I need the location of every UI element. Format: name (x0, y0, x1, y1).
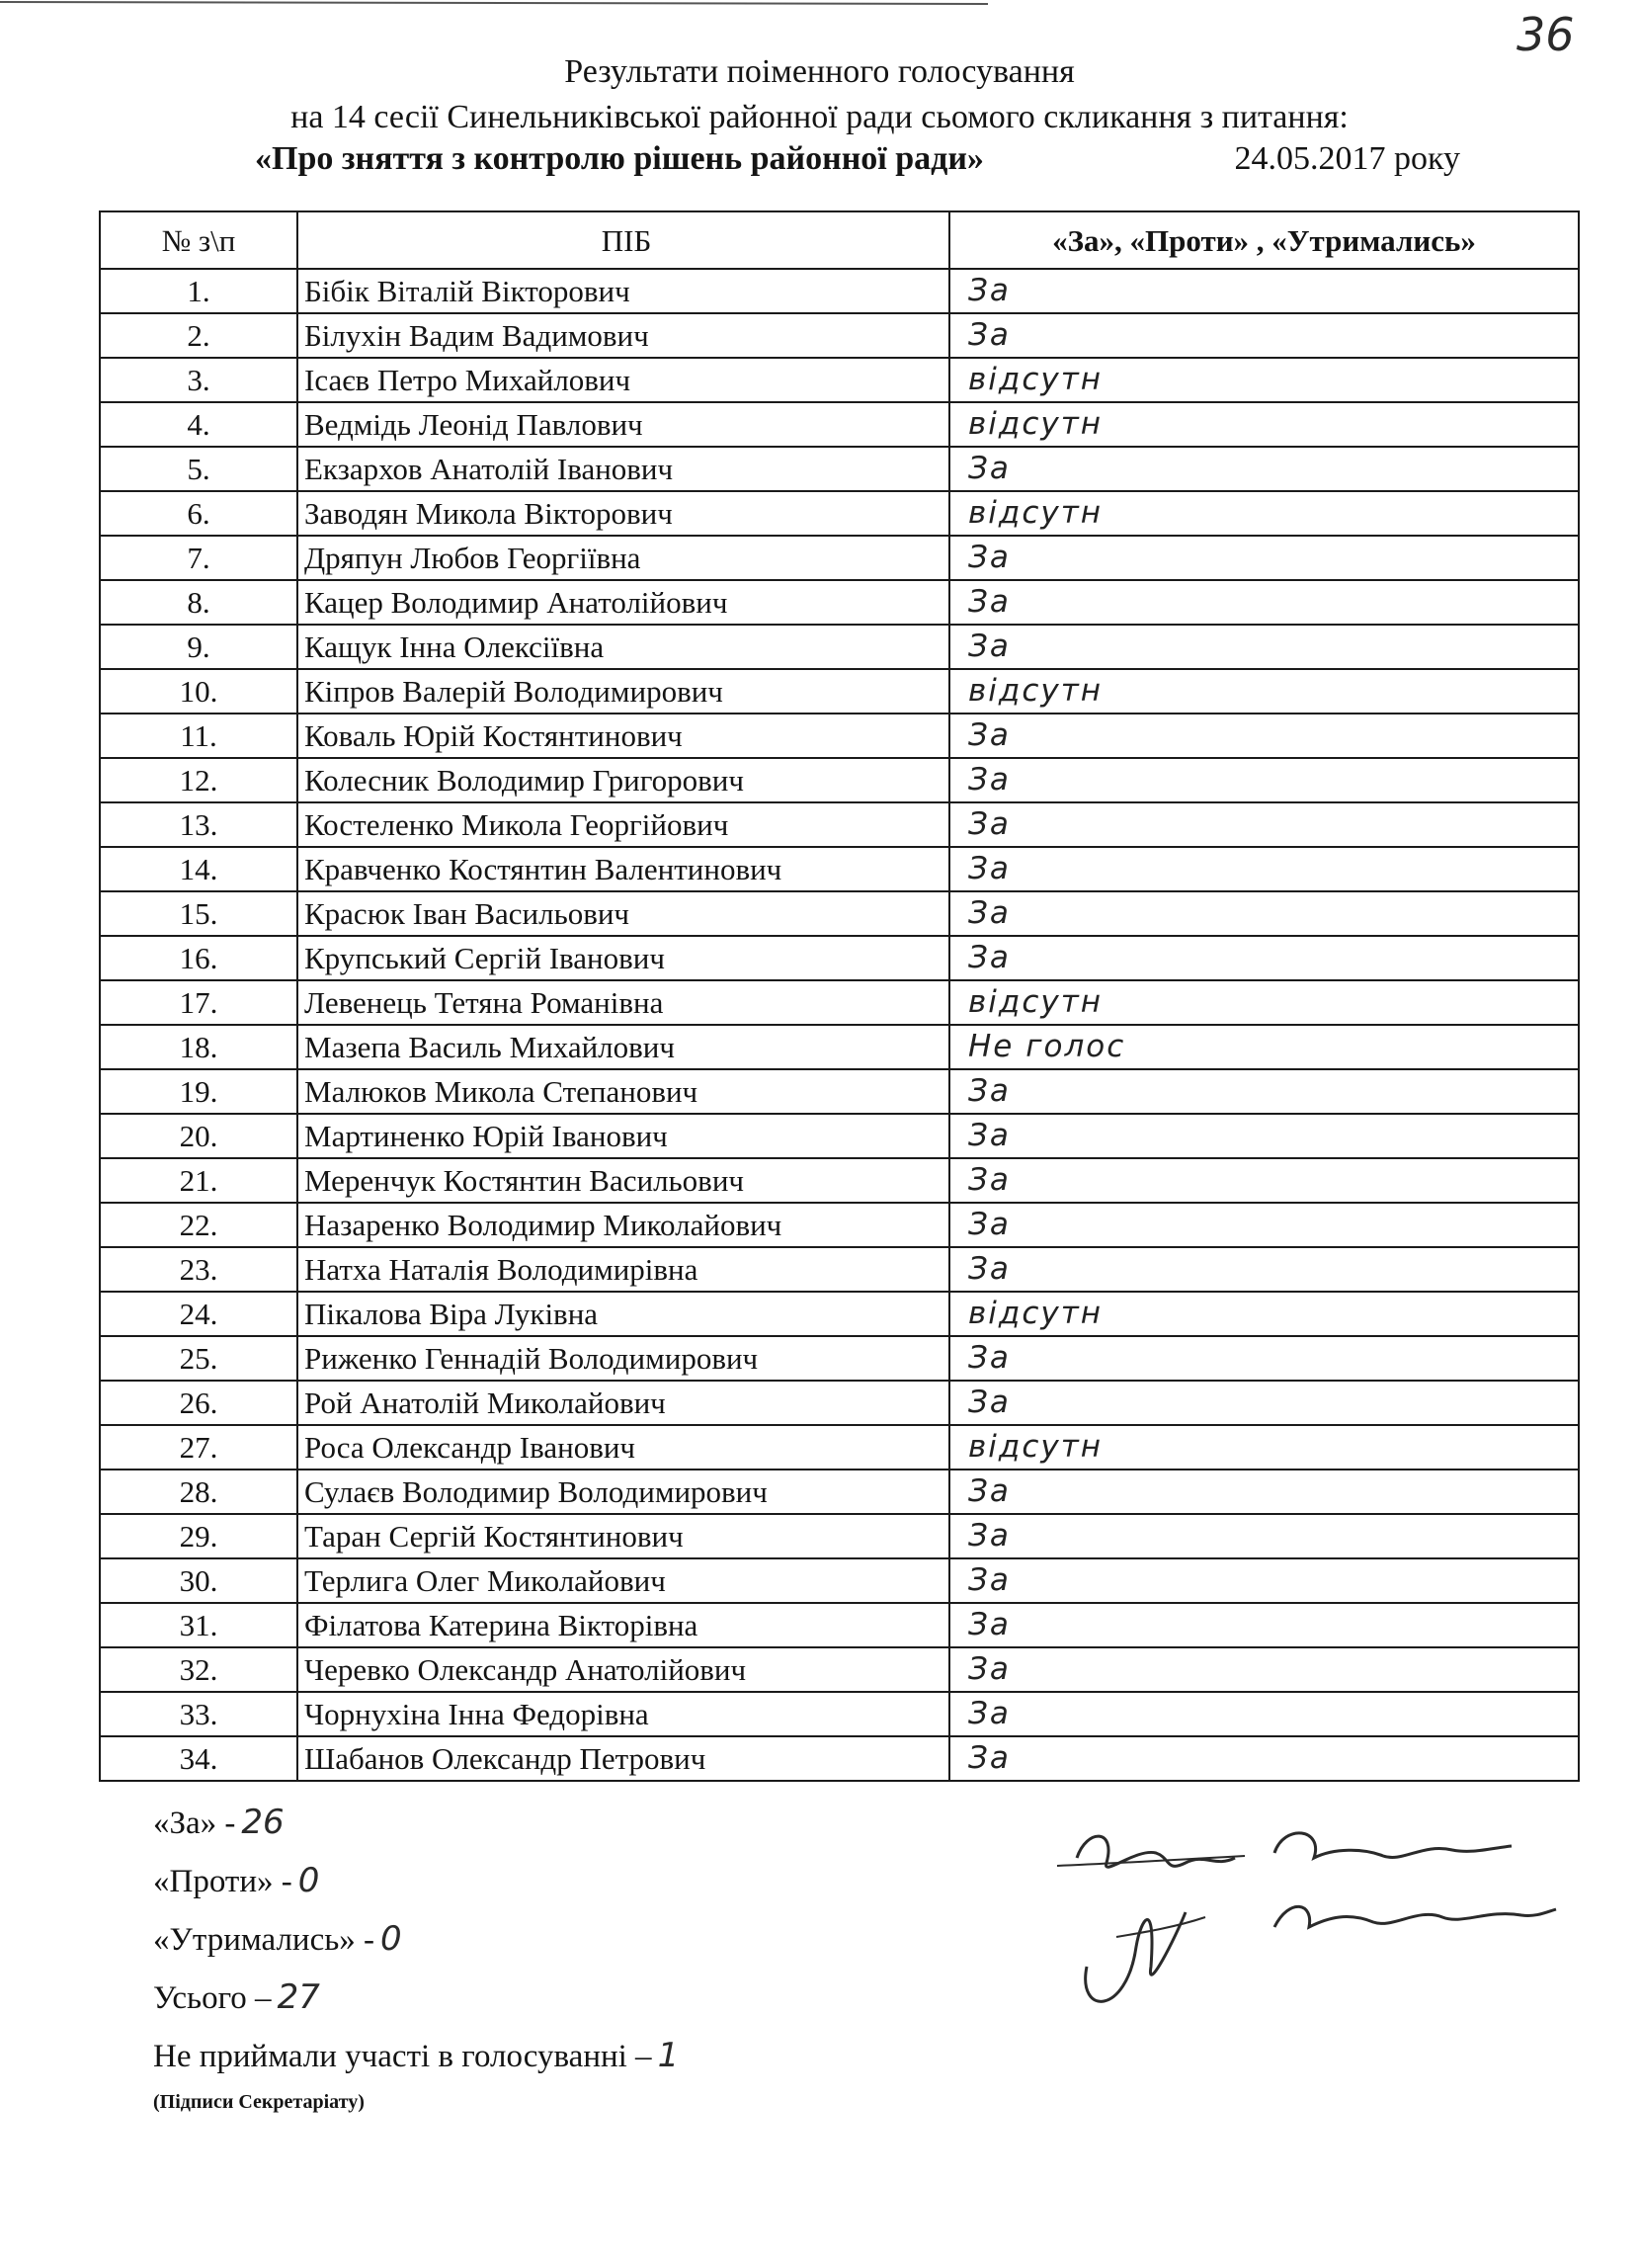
deputy-name: Сулаєв Володимир Володимирович (297, 1470, 949, 1514)
vote-mark: відсутн (949, 669, 1579, 714)
table-row (100, 1069, 1579, 1114)
column-header-name: ПІБ (297, 211, 949, 269)
deputy-name: Рой Анатолій Миколайович (297, 1381, 949, 1425)
deputy-name: Коваль Юрій Костянтинович (297, 714, 949, 758)
total-against-value: 0 (297, 1861, 320, 1900)
table-row (100, 491, 1579, 536)
vote-mark: відсутн (949, 402, 1579, 447)
vote-mark: За (949, 313, 1579, 358)
vote-mark: За (949, 1514, 1579, 1558)
vote-mark: відсутн (949, 980, 1579, 1025)
secretariat-signatures (1047, 1818, 1561, 2026)
deputy-name: Мазепа Василь Михайлович (297, 1025, 949, 1069)
vote-mark: За (949, 758, 1579, 802)
deputy-name: Назаренко Володимир Миколайович (297, 1203, 949, 1247)
row-number: 3. (100, 358, 297, 402)
total-for (153, 1794, 679, 1852)
vote-table (99, 210, 1580, 1782)
row-number: 1. (100, 269, 297, 313)
total-not-participated (153, 2027, 679, 2085)
row-number: 27. (100, 1425, 297, 1470)
vote-mark: За (949, 1558, 1579, 1603)
total-for-label: «За» - (153, 1806, 236, 1841)
table-row (100, 1025, 1579, 1069)
table-row (100, 1336, 1579, 1381)
row-number: 5. (100, 447, 297, 491)
vote-mark: За (949, 1114, 1579, 1158)
vote-mark: За (949, 1603, 1579, 1647)
top-edge-mark (0, 0, 988, 6)
vote-mark: За (949, 625, 1579, 669)
deputy-name: Філатова Катерина Вікторівна (297, 1603, 949, 1647)
deputy-name: Чорнухіна Інна Федорівна (297, 1692, 949, 1736)
vote-mark: За (949, 714, 1579, 758)
deputy-name: Роса Олександр Іванович (297, 1425, 949, 1470)
vote-mark: За (949, 936, 1579, 980)
header-session: на 14 сесії Синельниківської районної ради сьомого скликання з питання: (290, 99, 1349, 135)
table-row (100, 447, 1579, 491)
row-number: 20. (100, 1114, 297, 1158)
vote-mark: За (949, 1736, 1579, 1781)
row-number: 16. (100, 936, 297, 980)
row-number: 13. (100, 802, 297, 847)
vote-mark: За (949, 1336, 1579, 1381)
table-row (100, 1558, 1579, 1603)
vote-mark: За (949, 1647, 1579, 1692)
column-header-vote: «За», «Проти» , «Утримались» (949, 211, 1579, 269)
vote-mark: За (949, 580, 1579, 625)
table-row (100, 1292, 1579, 1336)
signature-drawing (1047, 1818, 1561, 2026)
deputy-name: Заводян Микола Вікторович (297, 491, 949, 536)
deputy-name: Крупський Сергій Іванович (297, 936, 949, 980)
table-row (100, 1247, 1579, 1292)
deputy-name: Кравченко Костянтин Валентинович (297, 847, 949, 891)
vote-mark: За (949, 447, 1579, 491)
table-row (100, 1114, 1579, 1158)
total-abstained (153, 1910, 679, 1969)
vote-mark: Не голос (949, 1025, 1579, 1069)
vote-mark: За (949, 1470, 1579, 1514)
table-row (100, 1425, 1579, 1470)
table-row (100, 1381, 1579, 1425)
total-abstained-label: «Утримались» - (153, 1922, 375, 1958)
total-all-label: Усього – (153, 1980, 272, 2016)
vote-mark: За (949, 891, 1579, 936)
table-row (100, 936, 1579, 980)
row-number: 21. (100, 1158, 297, 1203)
secretariat-note: (Підписи Секретаріату) (153, 2091, 365, 2113)
row-number: 18. (100, 1025, 297, 1069)
deputy-name: Костеленко Микола Георгійович (297, 802, 949, 847)
table-row (100, 313, 1579, 358)
row-number: 11. (100, 714, 297, 758)
deputy-name: Красюк Іван Васильович (297, 891, 949, 936)
row-number: 32. (100, 1647, 297, 1692)
deputy-name: Екзархов Анатолій Іванович (297, 447, 949, 491)
row-number: 10. (100, 669, 297, 714)
row-number: 15. (100, 891, 297, 936)
deputy-name: Мартиненко Юрій Іванович (297, 1114, 949, 1158)
vote-mark: відсутн (949, 1425, 1579, 1470)
table-row (100, 1514, 1579, 1558)
deputy-name: Таран Сергій Костянтинович (297, 1514, 949, 1558)
table-row (100, 1603, 1579, 1647)
vote-mark: За (949, 1381, 1579, 1425)
row-number: 17. (100, 980, 297, 1025)
total-all-value: 27 (277, 1977, 320, 2017)
table-row (100, 1647, 1579, 1692)
table-row (100, 625, 1579, 669)
table-row (100, 714, 1579, 758)
header-topic-line (255, 136, 1460, 182)
vote-mark: За (949, 1069, 1579, 1114)
table-row (100, 1736, 1579, 1781)
table-header-row (100, 211, 1579, 269)
vote-mark: За (949, 1158, 1579, 1203)
deputy-name: Ведмідь Леонід Павлович (297, 402, 949, 447)
row-number: 23. (100, 1247, 297, 1292)
vote-mark: За (949, 1247, 1579, 1292)
deputy-name: Меренчук Костянтин Васильович (297, 1158, 949, 1203)
table-row (100, 980, 1579, 1025)
deputy-name: Терлига Олег Миколайович (297, 1558, 949, 1603)
row-number: 7. (100, 536, 297, 580)
deputy-name: Білухін Вадим Вадимович (297, 313, 949, 358)
row-number: 34. (100, 1736, 297, 1781)
deputy-name: Риженко Геннадій Володимирович (297, 1336, 949, 1381)
row-number: 6. (100, 491, 297, 536)
row-number: 9. (100, 625, 297, 669)
deputy-name: Малюков Микола Степанович (297, 1069, 949, 1114)
table-row (100, 802, 1579, 847)
header-topic: «Про зняття з контролю рішень районної ради» (255, 140, 984, 177)
row-number: 24. (100, 1292, 297, 1336)
column-header-number: № з\п (100, 211, 297, 269)
row-number: 28. (100, 1470, 297, 1514)
row-number: 22. (100, 1203, 297, 1247)
deputy-name: Черевко Олександр Анатолійович (297, 1647, 949, 1692)
table-row (100, 402, 1579, 447)
total-against-label: «Проти» - (153, 1864, 292, 1899)
row-number: 19. (100, 1069, 297, 1114)
vote-mark: відсутн (949, 358, 1579, 402)
total-not-participated-label: Не приймали участі в голосуванні – (153, 2039, 652, 2074)
row-number: 14. (100, 847, 297, 891)
vote-mark: За (949, 847, 1579, 891)
deputy-name: Кацер Володимир Анатолійович (297, 580, 949, 625)
deputy-name: Колесник Володимир Григорович (297, 758, 949, 802)
row-number: 25. (100, 1336, 297, 1381)
vote-table-body (100, 269, 1579, 1781)
header-date: 24.05.2017 року (1234, 140, 1460, 177)
table-row (100, 847, 1579, 891)
deputy-name: Бібік Віталій Вікторович (297, 269, 949, 313)
header-title: Результати поіменного голосування (564, 53, 1075, 90)
table-row (100, 1158, 1579, 1203)
document-header (0, 49, 1639, 140)
deputy-name: Дряпун Любов Георгіївна (297, 536, 949, 580)
vote-mark: відсутн (949, 491, 1579, 536)
row-number: 26. (100, 1381, 297, 1425)
total-not-participated-value: 1 (657, 2036, 680, 2075)
table-row (100, 1470, 1579, 1514)
total-abstained-value: 0 (380, 1919, 402, 1959)
deputy-name: Натха Наталія Володимирівна (297, 1247, 949, 1292)
vote-mark: За (949, 1203, 1579, 1247)
row-number: 4. (100, 402, 297, 447)
vote-mark: За (949, 1692, 1579, 1736)
total-all (153, 1969, 679, 2027)
row-number: 2. (100, 313, 297, 358)
table-row (100, 269, 1579, 313)
totals-block (153, 1794, 679, 2119)
table-row (100, 758, 1579, 802)
page-number: 36 (1516, 8, 1575, 61)
total-against (153, 1852, 679, 1910)
deputy-name: Кіпров Валерій Володимирович (297, 669, 949, 714)
vote-mark: За (949, 536, 1579, 580)
row-number: 12. (100, 758, 297, 802)
table-row (100, 1692, 1579, 1736)
table-row (100, 891, 1579, 936)
table-row (100, 358, 1579, 402)
deputy-name: Шабанов Олександр Петрович (297, 1736, 949, 1781)
row-number: 33. (100, 1692, 297, 1736)
row-number: 8. (100, 580, 297, 625)
deputy-name: Левенець Тетяна Романівна (297, 980, 949, 1025)
vote-mark: За (949, 269, 1579, 313)
table-row (100, 580, 1579, 625)
vote-mark: За (949, 802, 1579, 847)
table-row (100, 536, 1579, 580)
row-number: 31. (100, 1603, 297, 1647)
table-row (100, 1203, 1579, 1247)
vote-mark: відсутн (949, 1292, 1579, 1336)
deputy-name: Ісаєв Петро Михайлович (297, 358, 949, 402)
row-number: 30. (100, 1558, 297, 1603)
deputy-name: Кащук Інна Олексіївна (297, 625, 949, 669)
total-for-value: 26 (241, 1803, 285, 1842)
deputy-name: Пікалова Віра Луківна (297, 1292, 949, 1336)
row-number: 29. (100, 1514, 297, 1558)
table-row (100, 669, 1579, 714)
